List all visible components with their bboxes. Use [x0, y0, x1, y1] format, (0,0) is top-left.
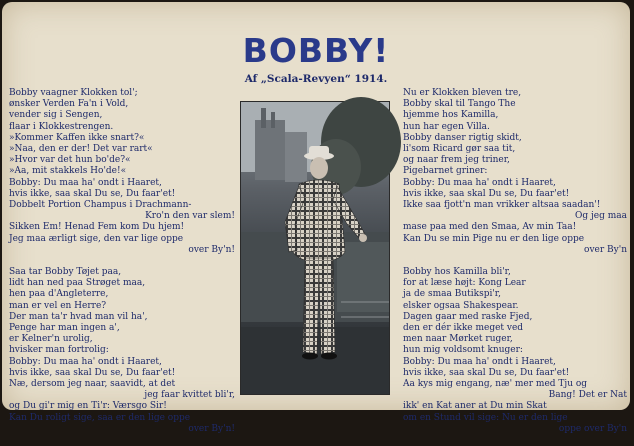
lyric-line: Dagen gaar med raske Fjed, — [403, 311, 533, 322]
lyric-line: Pigebarnet griner: — [403, 166, 488, 177]
performer-photo — [240, 101, 390, 395]
lyric-line: hjemme hos Kamilla, — [403, 110, 499, 121]
lyric-line: lidt han ned paa Strøget maa, — [9, 278, 146, 289]
lyric-line: Bang! Det er Nat — [548, 390, 627, 401]
lyric-line: flaar i Klokkestrengen. — [9, 121, 114, 132]
lyric-line: ikk' en Kat aner at Du min Skat — [403, 401, 547, 412]
lyric-line: Bobby: Du maa ha' ondt i Haaret, — [9, 177, 162, 188]
lyric-line: Saa tar Bobby Tøjet paa, — [9, 267, 122, 278]
lyric-line: Næ, dersom jeg naar, saavidt, at det — [9, 379, 176, 390]
lyric-line: Ikke saa fjott'n man vrikker altsaa saadan'! — [403, 200, 601, 211]
lyric-line: hvis ikke, saa skal Du se, Du faar'et! — [9, 188, 176, 199]
lyric-line: »Hvor var det hun bo'de?« — [9, 155, 131, 166]
lyric-line: Bobby vaagner Klokken tol'; — [9, 88, 138, 98]
lyrics-left-column — [9, 88, 235, 446]
lyric-line: hvis ikke, saa skal Du se, Du faar'et! — [403, 188, 570, 199]
song-title: BOBBY! — [242, 31, 390, 70]
lyric-line: over By'n! — [188, 423, 235, 434]
stanza — [403, 267, 627, 435]
lyric-line: over By'n! — [188, 244, 235, 255]
lyric-line: Kro'n den var slem! — [145, 211, 235, 222]
lyric-line: Aa kys mig engang, næ' mer med Tju og — [403, 379, 588, 390]
lyric-line: hen paa d'Angleterre, — [9, 289, 109, 300]
lyric-line: hvis ikke, saa skal Du se, Du faar'et! — [9, 367, 176, 378]
lyric-line: Jeg maa ærligt sige, den var lige oppe — [9, 233, 184, 244]
lyric-line: ja de smaa Butikspi'r, — [403, 289, 501, 300]
lyrics-right-column — [403, 88, 627, 446]
lyric-line: »Naa, den er der! Det var rart« — [9, 144, 153, 155]
lyric-line: Bobby danser rigtig skidt, — [403, 132, 522, 143]
postcard — [2, 2, 630, 434]
lyric-line: Penge har man ingen a', — [9, 323, 120, 334]
lyric-line: hvis ikke, saa skal Du se, Du faar'et! — [403, 367, 570, 378]
lyric-line: hun har egen Villa. — [403, 121, 490, 132]
lyric-line: Bobby skal til Tango The — [403, 99, 516, 110]
lyric-line: og naar frem jeg triner, — [403, 155, 510, 166]
lyric-line: elsker ogsaa Shakespear. — [403, 300, 519, 311]
lyric-line: men naar Mørket ruger, — [403, 334, 513, 345]
lyric-line: Nu er Klokken bleven tre, — [403, 88, 522, 98]
lyric-line: Bobby: Du maa ha' ondt i Haaret, — [403, 356, 556, 367]
lyric-line: Kan Du se min Pige nu er den lige oppe — [403, 233, 585, 244]
lyric-line: »Aa, mit stakkels Ho'de!« — [9, 166, 127, 177]
lyric-line: ønsker Verden Fa'n i Vold, — [9, 99, 129, 110]
lyric-line: Sikken Em! Henad Fem kom Du hjem! — [9, 222, 185, 233]
lyric-line: Kan Du roligt sige, saa er den lige oppe — [9, 412, 191, 423]
lyric-line: og Du gi'r mig en Ti'r: Værsgo Sir! — [9, 401, 167, 412]
lyric-line: Bobby: Du maa ha' ondt i Haaret, — [9, 356, 162, 367]
lyric-line: hun mig voldsomt knuger: — [403, 345, 523, 356]
stanza — [9, 88, 235, 256]
lyric-line: li'som Ricard gør saa tit, — [403, 144, 516, 155]
lyric-line: Bobby: Du maa ha' ondt i Haaret, — [403, 177, 556, 188]
lyric-line: Dobbelt Portion Champus i Drachmann- — [9, 200, 192, 211]
lyric-line: over By'n — [584, 244, 627, 255]
song-subtitle: Af „Scala-Revyen“ 1914. — [244, 73, 388, 85]
lyric-line: oppe over By'n — [558, 423, 627, 434]
lyric-line: jeg faar kvittet bli'r, — [144, 390, 235, 401]
lyric-line: for at læse højt: Kong Lear — [403, 278, 526, 289]
lyric-line: mase paa med den Smaa, Av min Taa! — [403, 222, 577, 233]
lyric-line: hvisker man fortrolig: — [9, 345, 109, 356]
lyric-line: om en Stund vil sige: Nu er den lige — [403, 412, 568, 423]
lyric-line: vender sig i Sengen, — [9, 110, 103, 121]
lyric-line: man er vel en Herre? — [9, 300, 107, 311]
stanza — [9, 267, 235, 435]
lyric-line: Der man ta'r hvad man vil ha', — [9, 311, 148, 322]
lyric-line: den er dér ikke meget ved — [403, 323, 524, 334]
lyric-line: Og jeg maa — [574, 211, 627, 222]
lyric-line: Bobby hos Kamilla bli'r, — [403, 267, 511, 278]
performer-illustration — [241, 102, 389, 394]
stanza — [403, 88, 627, 256]
lyric-line: er Kelner'n urolig, — [9, 334, 93, 345]
lyric-line: »Kommer Kaffen ikke snart?« — [9, 132, 145, 143]
